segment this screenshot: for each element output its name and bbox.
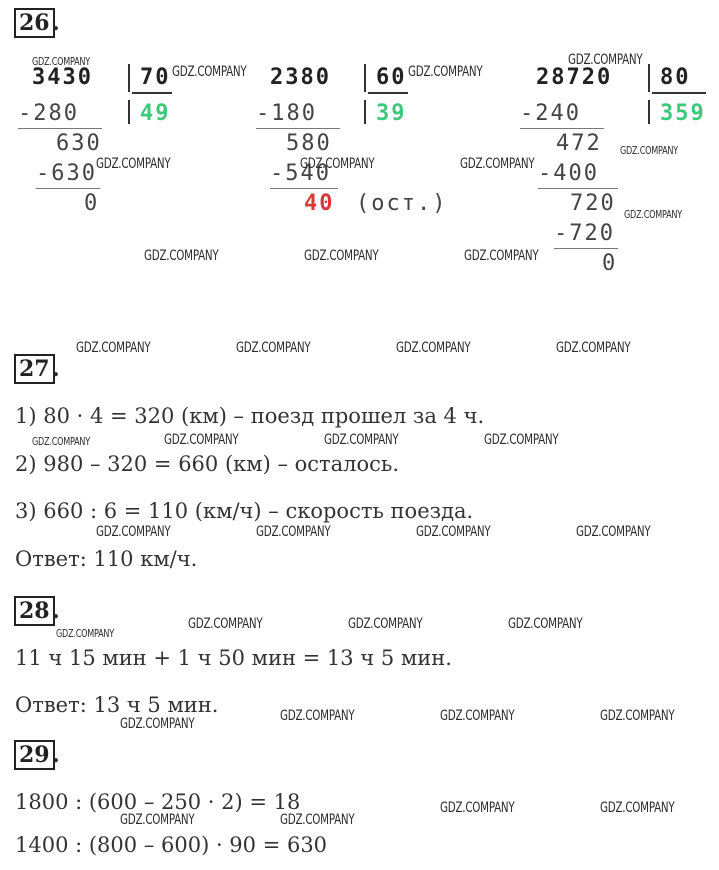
col2-rem1: 580 bbox=[286, 131, 332, 156]
task-29-line-1: 1800 : (600 – 250 · 2) = 18 bbox=[15, 790, 301, 814]
task-27-number: 27 bbox=[14, 354, 55, 384]
watermark: GDZ.COMPANY bbox=[280, 812, 355, 828]
col1-underline2 bbox=[36, 188, 100, 189]
watermark: GDZ.COMPANY bbox=[620, 144, 678, 157]
task-26-number: 26 bbox=[14, 8, 55, 38]
watermark: GDZ.COMPANY bbox=[464, 248, 539, 264]
watermark: GDZ.COMPANY bbox=[460, 156, 535, 172]
col1-divisor-line bbox=[132, 92, 172, 94]
watermark: GDZ.COMPANY bbox=[600, 800, 675, 816]
watermark: GDZ.COMPANY bbox=[348, 616, 423, 632]
task-29-number: 29 bbox=[14, 740, 55, 770]
col2-division-bar bbox=[364, 64, 366, 92]
watermark: GDZ.COMPANY bbox=[76, 340, 151, 356]
watermark: GDZ.COMPANY bbox=[396, 340, 471, 356]
col2-underline2 bbox=[270, 188, 338, 189]
watermark: GDZ.COMPANY bbox=[484, 432, 559, 448]
col3-rem3: 0 bbox=[602, 251, 618, 276]
col1-dividend: 3430 bbox=[32, 65, 93, 90]
col1-rem1: 630 bbox=[56, 131, 102, 156]
watermark: GDZ.COMPANY bbox=[300, 156, 375, 172]
watermark: GDZ.COMPANY bbox=[32, 55, 90, 68]
watermark: GDZ.COMPANY bbox=[408, 64, 483, 80]
task-27-line-3: 3) 660 : 6 = 110 (км/ч) – скорость поезда. bbox=[15, 499, 474, 523]
watermark: GDZ.COMPANY bbox=[440, 708, 515, 724]
watermark: GDZ.COMPANY bbox=[236, 340, 311, 356]
watermark: GDZ.COMPANY bbox=[508, 616, 583, 632]
col2-remainder: 40 bbox=[304, 191, 335, 216]
col3-division-bar bbox=[648, 64, 650, 92]
watermark: GDZ.COMPANY bbox=[144, 248, 219, 264]
task-27-line-2: 2) 980 – 320 = 660 (км) – осталось. bbox=[15, 452, 400, 476]
watermark: GDZ.COMPANY bbox=[96, 156, 171, 172]
task-27-answer: Ответ: 110 км/ч. bbox=[15, 547, 198, 571]
task-27-dot: . bbox=[52, 356, 60, 382]
col1-sub2: -630 bbox=[36, 161, 97, 186]
col3-sub2: -400 bbox=[538, 161, 599, 186]
watermark: GDZ.COMPANY bbox=[304, 248, 379, 264]
col2-divisor: 60 bbox=[376, 65, 407, 90]
col2-sub2: -540 bbox=[270, 161, 331, 186]
watermark: GDZ.COMPANY bbox=[32, 435, 90, 448]
task-28-answer: Ответ: 13 ч 5 мин. bbox=[15, 693, 219, 717]
col3-sub1: -240 bbox=[520, 101, 581, 126]
col2-divisor-line bbox=[368, 92, 408, 94]
col1-underline1 bbox=[18, 128, 102, 129]
watermark: GDZ.COMPANY bbox=[164, 432, 239, 448]
col3-rem1: 472 bbox=[556, 131, 602, 156]
watermark: GDZ.COMPANY bbox=[120, 716, 195, 732]
watermark: GDZ.COMPANY bbox=[440, 800, 515, 816]
col3-underline2 bbox=[538, 188, 618, 189]
watermark: GDZ.COMPANY bbox=[324, 432, 399, 448]
col3-quotient: 359 bbox=[660, 101, 706, 126]
watermark: GDZ.COMPANY bbox=[416, 524, 491, 540]
task-28-line-1: 11 ч 15 мин + 1 ч 50 мин = 13 ч 5 мин. bbox=[15, 646, 452, 670]
watermark: GDZ.COMPANY bbox=[600, 708, 675, 724]
col3-dividend: 28720 bbox=[536, 65, 613, 90]
col3-divisor: 80 bbox=[660, 65, 691, 90]
col1-divisor: 70 bbox=[140, 65, 171, 90]
col1-division-bar bbox=[128, 64, 130, 92]
col3-underline3 bbox=[554, 248, 618, 249]
watermark: GDZ.COMPANY bbox=[172, 64, 247, 80]
task-29-line-2: 1400 : (800 – 600) · 90 = 630 bbox=[15, 833, 328, 857]
col2-quotient: 39 bbox=[376, 101, 407, 126]
watermark: GDZ.COMPANY bbox=[576, 524, 651, 540]
task-26-dot: . bbox=[52, 10, 60, 36]
col2-sub1: -180 bbox=[256, 101, 317, 126]
watermark: GDZ.COMPANY bbox=[188, 616, 263, 632]
col2-underline1 bbox=[256, 128, 340, 129]
watermark: GDZ.COMPANY bbox=[56, 627, 114, 640]
col2-remainder-note: (ост.) bbox=[356, 191, 448, 216]
col1-rem2: 0 bbox=[84, 191, 100, 216]
col3-sub3: -720 bbox=[554, 221, 615, 246]
watermark: GDZ.COMPANY bbox=[96, 524, 171, 540]
task-28-dot: . bbox=[52, 598, 60, 624]
col3-quotient-bar bbox=[648, 100, 650, 124]
col3-underline1 bbox=[520, 128, 604, 129]
col1-quotient: 49 bbox=[140, 101, 171, 126]
col1-sub1: -280 bbox=[18, 101, 79, 126]
watermark: GDZ.COMPANY bbox=[280, 708, 355, 724]
col3-rem2: 720 bbox=[570, 191, 616, 216]
col1-quotient-bar bbox=[128, 100, 130, 124]
watermark: GDZ.COMPANY bbox=[624, 208, 682, 221]
watermark: GDZ.COMPANY bbox=[120, 812, 195, 828]
task-28-number: 28 bbox=[14, 596, 55, 626]
col3-divisor-line bbox=[652, 92, 706, 94]
col2-quotient-bar bbox=[364, 100, 366, 124]
col2-dividend: 2380 bbox=[270, 65, 331, 90]
watermark: GDZ.COMPANY bbox=[256, 524, 331, 540]
task-27-line-1: 1) 80 · 4 = 320 (км) – поезд прошел за 4 ч. bbox=[15, 404, 485, 428]
task-29-dot: . bbox=[52, 742, 60, 768]
watermark: GDZ.COMPANY bbox=[568, 52, 643, 68]
watermark: GDZ.COMPANY bbox=[556, 340, 631, 356]
